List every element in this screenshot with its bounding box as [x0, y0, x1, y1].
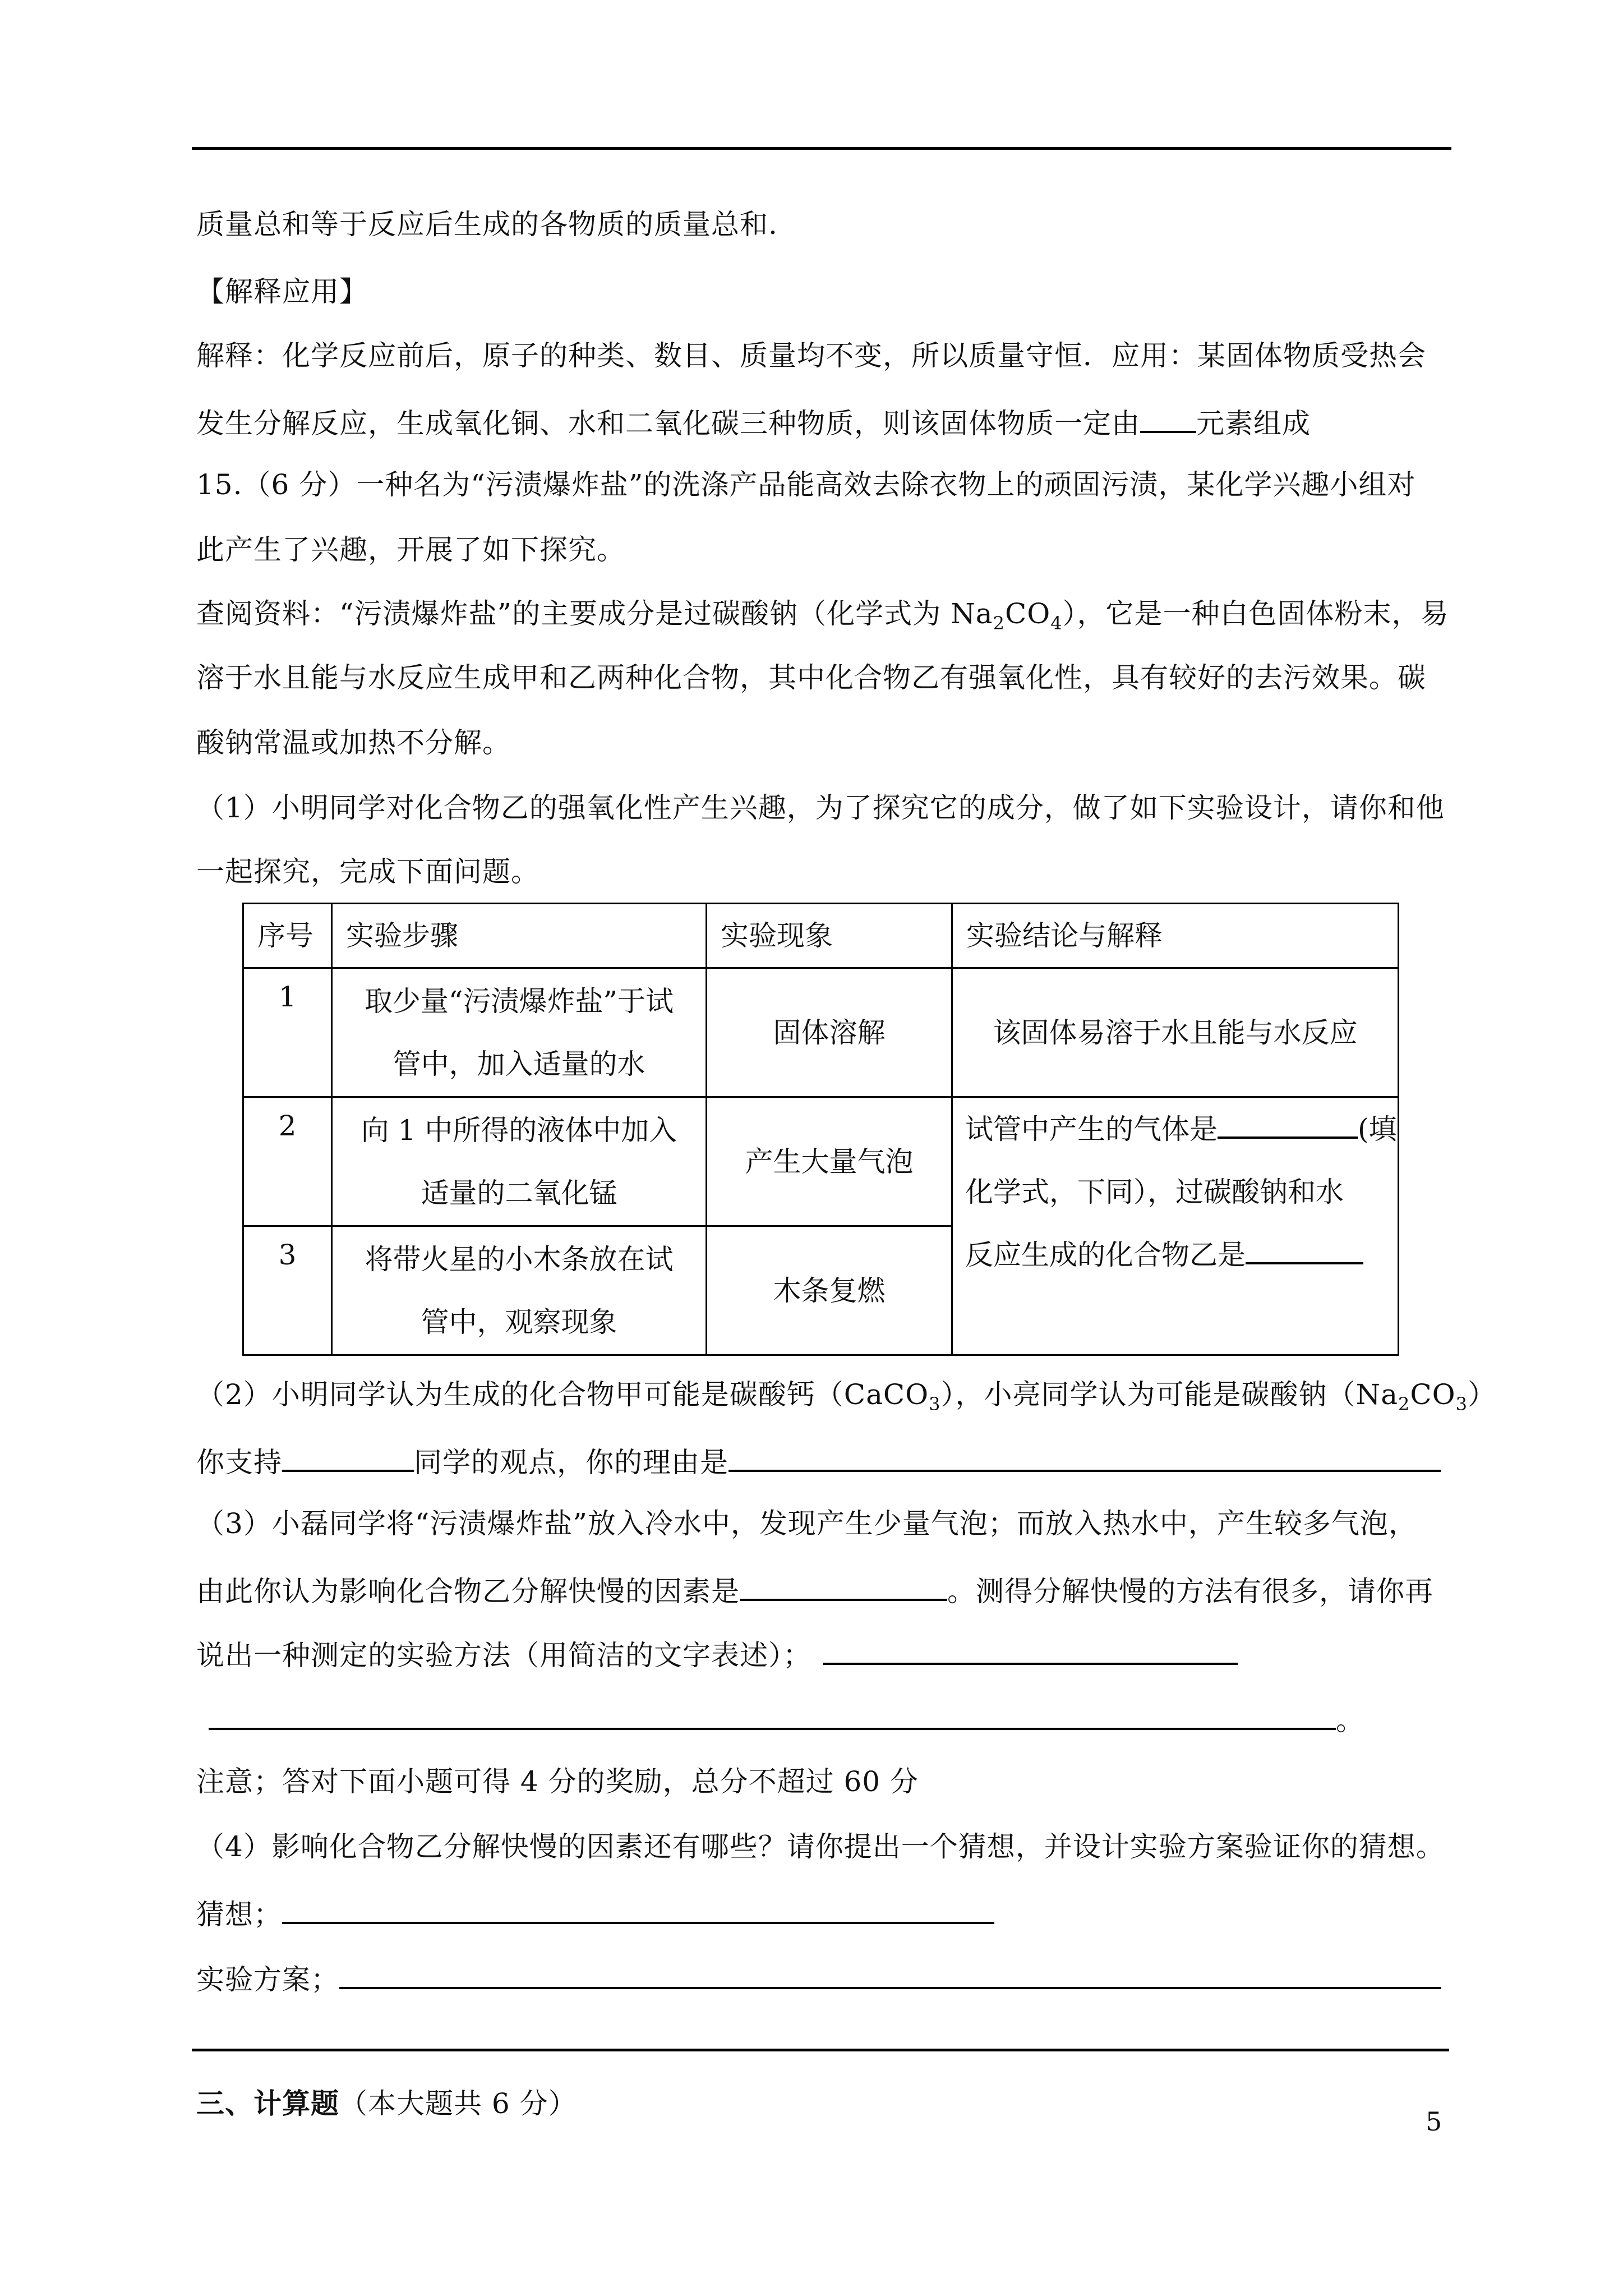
text-line [196, 1378, 1496, 1421]
header-rule [192, 147, 1451, 150]
header-cell: 实验步骤 [332, 904, 707, 968]
text: 酸钠常温或加热不分解。 [196, 726, 511, 759]
step-text: 将带火星的小木条放在试 [365, 1243, 674, 1276]
text-line [196, 1830, 1445, 1864]
text-line [196, 1635, 1238, 1672]
text: CO [1410, 1378, 1456, 1411]
text: 。 [1336, 1704, 1364, 1737]
page-number: 5 [1426, 2106, 1442, 2137]
text: 15.（6 分）一种名为“污渍爆炸盐”的洗涤产品能高效去除衣物上的顽固污渍，某化学兴趣小组对 [196, 468, 1416, 501]
phenomenon-cell: 木条复燃 [707, 1226, 952, 1355]
answer-blank[interactable] [282, 1894, 994, 1924]
text: 溶于水且能与水反应生成甲和乙两种化合物，其中化合物乙有强氧化性，具有较好的去污效果。碳 [196, 661, 1426, 694]
text: （本大题共 6 分） [339, 2087, 577, 2120]
answer-blank[interactable] [823, 1635, 1238, 1665]
text: 元素组成 [1196, 407, 1311, 440]
subscript: 2 [1398, 1393, 1410, 1415]
header-cell: 实验现象 [707, 904, 952, 968]
phenomenon-cell: 固体溶解 [707, 968, 952, 1097]
answer-blank[interactable] [209, 1700, 1336, 1730]
text: 试管中产生的气体是 [965, 1113, 1218, 1145]
step-cell [332, 1226, 707, 1355]
note-line [196, 1765, 919, 1798]
step-cell [332, 1097, 707, 1226]
experiment-table [242, 903, 1399, 1356]
text: 反应生成的化合物乙是 [965, 1239, 1246, 1271]
table-header-row [243, 904, 1399, 968]
row-number: 3 [243, 1226, 332, 1355]
text-line [196, 1571, 1433, 1608]
conclusion-line [965, 1098, 1398, 1161]
section-heading [196, 275, 368, 309]
section-title [196, 2087, 577, 2120]
text: 猜想； [196, 1898, 282, 1931]
conclusion-cell-merged [952, 1097, 1399, 1355]
text-line [196, 1959, 1441, 1996]
text: （4）影响化合物乙分解快慢的因素还有哪些？请你提出一个猜想，并设计实验方案验证你的猜想。 [196, 1830, 1445, 1863]
text-line [196, 661, 1426, 694]
text: 查阅资料：“污渍爆炸盐”的主要成分是过碳酸钠（化学式为 Na [196, 597, 993, 630]
answer-blank[interactable] [1246, 1234, 1363, 1264]
answer-blank[interactable] [1218, 1108, 1358, 1139]
text-line [196, 726, 511, 760]
text: 实验方案； [196, 1963, 339, 1996]
text: 注意；答对下面小题可得 4 分的奖励，总分不超过 60 分 [196, 1765, 919, 1798]
text: 说出一种测定的实验方法（用简洁的文字表述）； [196, 1639, 811, 1672]
text-line [196, 1507, 1417, 1540]
text-line [196, 339, 1426, 372]
question-15 [196, 468, 1415, 501]
text-line [196, 1442, 1441, 1479]
step-text: 管中，观察现象 [421, 1305, 617, 1338]
text-line [196, 403, 1311, 440]
text: 由此你认为影响化合物乙分解快慢的因素是 [196, 1575, 740, 1608]
subscript: 2 [993, 613, 1005, 634]
text: CO [1004, 597, 1051, 630]
answer-blank[interactable] [339, 1959, 1441, 1989]
text: 此产生了兴趣，开展了如下探究。 [196, 533, 625, 566]
text: 同学的观点，你的理由是 [414, 1446, 728, 1479]
text-line [196, 597, 1449, 640]
step-text: 取少量“污渍爆炸盐”于试 [364, 984, 674, 1018]
text: 。测得分解快慢的方法有很多，请你再 [947, 1575, 1433, 1608]
text: ），小亮同学认为可能是碳酸钠（Na [940, 1378, 1399, 1411]
text-line [196, 533, 625, 567]
text: （1）小明同学对化合物乙的强氧化性产生兴趣，为了探究它的成分，做了如下实验设计，请你和他 [196, 792, 1445, 824]
conclusion-line [965, 1223, 1398, 1286]
header-cell: 实验结论与解释 [952, 904, 1399, 968]
subscript: 4 [1050, 613, 1063, 634]
step-cell [332, 968, 707, 1097]
table-row [243, 968, 1399, 1097]
text: (填 [1358, 1113, 1397, 1145]
step-text: 管中，加入适量的水 [393, 1047, 645, 1080]
table-row [243, 1097, 1399, 1226]
step-text: 适量的二氧化锰 [421, 1176, 617, 1209]
text-line [196, 1700, 1364, 1737]
conclusion-line: 化学式，下同），过碳酸钠和水 [965, 1176, 1344, 1208]
text: 【解释应用】 [196, 275, 368, 308]
answer-blank[interactable] [740, 1571, 947, 1601]
text-line [196, 1894, 994, 1931]
text: ），它是一种白色固体粉末，易 [1062, 597, 1449, 630]
row-number: 1 [243, 968, 332, 1097]
text-line [196, 208, 778, 241]
text: 一起探究，完成下面问题。 [196, 855, 540, 888]
text: 质量总和等于反应后生成的各物质的质量总和. [196, 208, 778, 241]
answer-blank[interactable] [1140, 403, 1196, 433]
text-line [196, 855, 540, 889]
text: 发生分解反应，生成氧化铜、水和二氧化碳三种物质，则该固体物质一定由 [196, 407, 1140, 440]
text: （3）小磊同学将“污渍爆炸盐”放入冷水中，发现产生少量气泡；而放入热水中，产生较多气泡， [196, 1507, 1417, 1540]
text: ） [1468, 1378, 1497, 1411]
phenomenon-cell: 产生大量气泡 [707, 1097, 952, 1226]
subscript: 3 [929, 1393, 941, 1415]
text: 解释：化学反应前后，原子的种类、数目、质量均不变，所以质量守恒．应用：某固体物质受热会 [196, 339, 1426, 372]
text: 三、计算题 [196, 2087, 339, 2120]
row-number: 2 [243, 1097, 332, 1226]
conclusion-cell: 该固体易溶于水且能与水反应 [952, 968, 1399, 1097]
subscript: 3 [1455, 1393, 1468, 1415]
section-rule [192, 2049, 1449, 2051]
text-line [196, 791, 1445, 825]
text: （2）小明同学认为生成的化合物甲可能是碳酸钙（CaCO [196, 1378, 929, 1411]
text: 你支持 [196, 1446, 282, 1479]
answer-blank[interactable] [728, 1442, 1441, 1472]
step-text: 向 1 中所得的液体中加入 [361, 1114, 677, 1147]
header-cell: 序号 [243, 904, 332, 968]
answer-blank[interactable] [282, 1442, 414, 1472]
